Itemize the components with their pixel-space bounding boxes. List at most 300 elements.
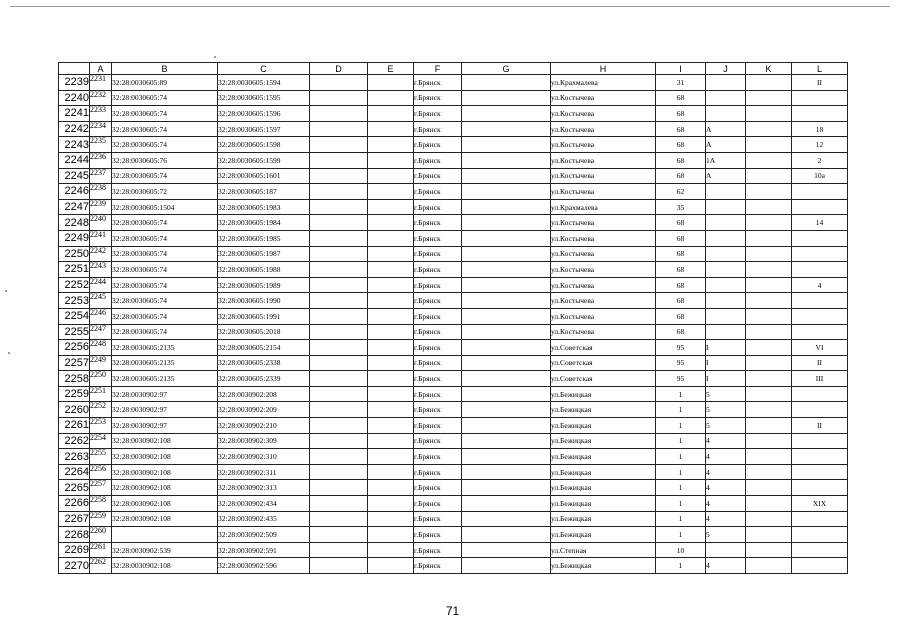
column-header-b[interactable]: B [112,63,218,75]
row-number[interactable]: 2248 [59,215,90,231]
cell-d[interactable] [310,542,368,558]
cell-f[interactable]: г.Брянск [414,293,462,309]
cell-l[interactable]: 18 [792,121,848,137]
cell-h[interactable]: ул.Бежицкая [551,402,656,418]
cell-c[interactable]: 32:28:0030902:209 [218,402,310,418]
cell-f[interactable]: г.Брянск [414,262,462,278]
row-number[interactable]: 2240 [59,90,90,106]
cell-g[interactable] [462,527,551,543]
cell-j[interactable]: 4 [706,496,746,512]
row-number[interactable]: 2263 [59,449,90,465]
cell-c[interactable]: 32:28:0030605:1595 [218,90,310,106]
cell-k[interactable] [746,168,792,184]
cell-d[interactable] [310,277,368,293]
cell-g[interactable] [462,277,551,293]
column-header-i[interactable]: I [656,63,706,75]
cell-e[interactable] [368,106,414,122]
cell-d[interactable] [310,480,368,496]
cell-c[interactable]: 32:28:0030605:1983 [218,199,310,215]
cell-i[interactable]: 1 [656,496,706,512]
cell-c[interactable]: 32:28:0030605:2339 [218,371,310,387]
cell-i[interactable]: 1 [656,527,706,543]
cell-a[interactable]: 2245 [90,293,112,309]
cell-a[interactable]: 2253 [90,418,112,434]
cell-d[interactable] [310,340,368,356]
cell-h[interactable]: ул.Крахмалева [551,75,656,91]
cell-j[interactable] [706,106,746,122]
cell-c[interactable]: 32:28:0030605:1987 [218,246,310,262]
cell-g[interactable] [462,340,551,356]
cell-h[interactable]: ул.Степная [551,542,656,558]
cell-c[interactable]: 32:28:0030902:509 [218,527,310,543]
cell-k[interactable] [746,527,792,543]
cell-b[interactable]: 32:28:0030902:108 [112,496,218,512]
cell-k[interactable] [746,402,792,418]
cell-j[interactable]: 5 [706,527,746,543]
row-number[interactable]: 2262 [59,433,90,449]
cell-b[interactable]: 32:28:0030902:108 [112,464,218,480]
cell-b[interactable]: 32:28:0030902:108 [112,558,218,574]
cell-i[interactable]: 68 [656,106,706,122]
cell-k[interactable] [746,152,792,168]
cell-i[interactable]: 68 [656,262,706,278]
cell-f[interactable]: г.Брянск [414,277,462,293]
cell-k[interactable] [746,199,792,215]
cell-c[interactable]: 32:28:0030605:2018 [218,324,310,340]
cell-a[interactable]: 2250 [90,371,112,387]
cell-a[interactable]: 2237 [90,168,112,184]
cell-f[interactable]: г.Брянск [414,215,462,231]
cell-j[interactable]: А [706,168,746,184]
cell-c[interactable]: 32:28:0030605:1989 [218,277,310,293]
cell-c[interactable]: 32:28:0030902:309 [218,433,310,449]
cell-h[interactable]: ул.Костычева [551,262,656,278]
cell-c[interactable]: 32:28:0030605:1990 [218,293,310,309]
row-number[interactable]: 2258 [59,371,90,387]
cell-g[interactable] [462,199,551,215]
cell-g[interactable] [462,246,551,262]
cell-g[interactable] [462,262,551,278]
cell-j[interactable] [706,542,746,558]
cell-b[interactable]: 32:28:0030605:74 [112,277,218,293]
column-header-a[interactable]: A [90,63,112,75]
cell-a[interactable]: 2248 [90,340,112,356]
cell-d[interactable] [310,215,368,231]
cell-j[interactable]: 5 [706,386,746,402]
cell-a[interactable]: 2231 [90,75,112,91]
cell-l[interactable] [792,464,848,480]
cell-b[interactable] [112,527,218,543]
cell-k[interactable] [746,246,792,262]
cell-e[interactable] [368,121,414,137]
cell-j[interactable] [706,90,746,106]
cell-l[interactable] [792,106,848,122]
row-number[interactable]: 2250 [59,246,90,262]
cell-k[interactable] [746,262,792,278]
cell-d[interactable] [310,527,368,543]
cell-d[interactable] [310,418,368,434]
cell-e[interactable] [368,496,414,512]
cell-d[interactable] [310,324,368,340]
row-number[interactable]: 2256 [59,340,90,356]
cell-g[interactable] [462,464,551,480]
cell-l[interactable] [792,511,848,527]
cell-k[interactable] [746,511,792,527]
cell-h[interactable]: ул.Бежицкая [551,511,656,527]
cell-d[interactable] [310,558,368,574]
cell-e[interactable] [368,449,414,465]
cell-g[interactable] [462,371,551,387]
cell-i[interactable]: 68 [656,152,706,168]
cell-l[interactable]: 2 [792,152,848,168]
cell-i[interactable]: 1 [656,558,706,574]
cell-g[interactable] [462,137,551,153]
cell-f[interactable]: г.Брянск [414,558,462,574]
cell-f[interactable]: г.Брянск [414,511,462,527]
cell-c[interactable]: 32:28:0030902:434 [218,496,310,512]
cell-c[interactable]: 32:28:0030902:591 [218,542,310,558]
row-number[interactable]: 2257 [59,355,90,371]
cell-i[interactable]: 68 [656,168,706,184]
cell-b[interactable]: 32:28:0030605:2135 [112,371,218,387]
cell-a[interactable]: 2243 [90,262,112,278]
row-number[interactable]: 2243 [59,137,90,153]
cell-e[interactable] [368,480,414,496]
cell-e[interactable] [368,433,414,449]
cell-k[interactable] [746,464,792,480]
cell-g[interactable] [462,324,551,340]
column-header-k[interactable]: K [746,63,792,75]
cell-c[interactable]: 32:28:0030605:1985 [218,230,310,246]
cell-k[interactable] [746,90,792,106]
row-number[interactable]: 2249 [59,230,90,246]
cell-a[interactable]: 2236 [90,152,112,168]
cell-b[interactable]: 32:28:0030605:76 [112,152,218,168]
cell-a[interactable]: 2262 [90,558,112,574]
cell-c[interactable]: 32:28:0030605:187 [218,184,310,200]
cell-h[interactable]: ул.Бежицкая [551,558,656,574]
cell-j[interactable]: 4 [706,511,746,527]
cell-e[interactable] [368,386,414,402]
cell-a[interactable]: 2255 [90,449,112,465]
cell-f[interactable]: г.Брянск [414,106,462,122]
cell-j[interactable] [706,308,746,324]
cell-l[interactable] [792,402,848,418]
cell-g[interactable] [462,90,551,106]
cell-g[interactable] [462,121,551,137]
cell-g[interactable] [462,308,551,324]
cell-h[interactable]: ул.Крахмалева [551,199,656,215]
cell-d[interactable] [310,262,368,278]
cell-d[interactable] [310,355,368,371]
cell-e[interactable] [368,277,414,293]
cell-g[interactable] [462,402,551,418]
cell-i[interactable]: 1 [656,480,706,496]
cell-d[interactable] [310,464,368,480]
cell-i[interactable]: 95 [656,340,706,356]
cell-k[interactable] [746,137,792,153]
cell-b[interactable]: 32:28:0030605:74 [112,168,218,184]
cell-d[interactable] [310,106,368,122]
cell-b[interactable]: 32:28:0030605:89 [112,75,218,91]
cell-k[interactable] [746,449,792,465]
cell-k[interactable] [746,215,792,231]
cell-g[interactable] [462,106,551,122]
cell-f[interactable]: г.Брянск [414,418,462,434]
cell-b[interactable]: 32:28:0030605:74 [112,137,218,153]
cell-d[interactable] [310,121,368,137]
cell-h[interactable]: ул.Костычева [551,184,656,200]
cell-b[interactable]: 32:28:0030605:74 [112,90,218,106]
cell-e[interactable] [368,230,414,246]
cell-i[interactable]: 68 [656,277,706,293]
cell-c[interactable]: 32:28:0030605:2154 [218,340,310,356]
cell-j[interactable]: I [706,371,746,387]
cell-k[interactable] [746,324,792,340]
cell-j[interactable] [706,277,746,293]
cell-j[interactable]: 4 [706,449,746,465]
cell-i[interactable]: 68 [656,215,706,231]
cell-l[interactable] [792,449,848,465]
cell-h[interactable]: ул.Бежицкая [551,418,656,434]
cell-h[interactable]: ул.Костычева [551,121,656,137]
cell-h[interactable]: ул.Костычева [551,152,656,168]
row-number[interactable]: 2245 [59,168,90,184]
row-number[interactable]: 2260 [59,402,90,418]
cell-k[interactable] [746,558,792,574]
cell-l[interactable] [792,527,848,543]
cell-j[interactable]: 4 [706,464,746,480]
cell-e[interactable] [368,402,414,418]
cell-l[interactable] [792,433,848,449]
cell-j[interactable]: I [706,340,746,356]
cell-b[interactable]: 32:28:0030605:74 [112,262,218,278]
cell-a[interactable]: 2235 [90,137,112,153]
cell-c[interactable]: 32:28:0030605:1991 [218,308,310,324]
cell-a[interactable]: 2258 [90,496,112,512]
cell-f[interactable]: г.Брянск [414,402,462,418]
cell-f[interactable]: г.Брянск [414,230,462,246]
cell-j[interactable]: 5 [706,402,746,418]
cell-j[interactable] [706,75,746,91]
cell-k[interactable] [746,371,792,387]
cell-a[interactable]: 2261 [90,542,112,558]
cell-h[interactable]: ул.Костычева [551,308,656,324]
cell-h[interactable]: ул.Бежицкая [551,496,656,512]
row-number[interactable]: 2261 [59,418,90,434]
cell-d[interactable] [310,184,368,200]
cell-b[interactable]: 32:28:0030605:74 [112,215,218,231]
cell-j[interactable]: А [706,121,746,137]
cell-l[interactable] [792,293,848,309]
cell-i[interactable]: 68 [656,121,706,137]
cell-a[interactable]: 2241 [90,230,112,246]
cell-l[interactable]: VI [792,340,848,356]
cell-g[interactable] [462,433,551,449]
cell-a[interactable]: 2234 [90,121,112,137]
cell-e[interactable] [368,75,414,91]
cell-d[interactable] [310,308,368,324]
cell-a[interactable]: 2257 [90,480,112,496]
cell-a[interactable]: 2249 [90,355,112,371]
column-header-j[interactable]: J [706,63,746,75]
cell-c[interactable]: 32:28:0030605:1598 [218,137,310,153]
cell-l[interactable]: 12 [792,137,848,153]
cell-l[interactable] [792,480,848,496]
cell-f[interactable]: г.Брянск [414,527,462,543]
cell-a[interactable]: 2254 [90,433,112,449]
cell-e[interactable] [368,542,414,558]
cell-c[interactable]: 32:28:0030605:1596 [218,106,310,122]
cell-l[interactable]: 4 [792,277,848,293]
cell-h[interactable]: ул.Бежицкая [551,480,656,496]
cell-g[interactable] [462,558,551,574]
cell-h[interactable]: ул.Советская [551,355,656,371]
row-number[interactable]: 2252 [59,277,90,293]
cell-k[interactable] [746,496,792,512]
cell-i[interactable]: 10 [656,542,706,558]
cell-l[interactable] [792,308,848,324]
cell-f[interactable]: г.Брянск [414,480,462,496]
column-header-g[interactable]: G [462,63,551,75]
cell-c[interactable]: 32:28:0030902:313 [218,480,310,496]
cell-f[interactable]: г.Брянск [414,496,462,512]
cell-g[interactable] [462,480,551,496]
cell-j[interactable] [706,246,746,262]
cell-d[interactable] [310,246,368,262]
cell-a[interactable]: 2260 [90,527,112,543]
row-number[interactable]: 2270 [59,558,90,574]
cell-g[interactable] [462,215,551,231]
cell-d[interactable] [310,449,368,465]
cell-d[interactable] [310,511,368,527]
cell-f[interactable]: г.Брянск [414,355,462,371]
row-number[interactable]: 2259 [59,386,90,402]
cell-a[interactable]: 2244 [90,277,112,293]
cell-f[interactable]: г.Брянск [414,75,462,91]
cell-l[interactable]: 14 [792,215,848,231]
cell-f[interactable]: г.Брянск [414,121,462,137]
row-number[interactable]: 2255 [59,324,90,340]
cell-i[interactable]: 68 [656,230,706,246]
cell-l[interactable]: II [792,355,848,371]
cell-e[interactable] [368,418,414,434]
cell-i[interactable]: 68 [656,246,706,262]
cell-f[interactable]: г.Брянск [414,433,462,449]
cell-k[interactable] [746,433,792,449]
cell-b[interactable]: 32:28:0030605:74 [112,230,218,246]
cell-a[interactable]: 2259 [90,511,112,527]
cell-b[interactable]: 32:28:0030605:1504 [112,199,218,215]
cell-j[interactable]: I [706,355,746,371]
cell-h[interactable]: ул.Костычева [551,246,656,262]
cell-i[interactable]: 68 [656,308,706,324]
cell-h[interactable]: ул.Костычева [551,137,656,153]
column-header-f[interactable]: F [414,63,462,75]
cell-d[interactable] [310,152,368,168]
cell-l[interactable] [792,199,848,215]
cell-j[interactable] [706,184,746,200]
cell-h[interactable]: ул.Советская [551,371,656,387]
cell-i[interactable]: 1 [656,418,706,434]
cell-f[interactable]: г.Брянск [414,152,462,168]
cell-e[interactable] [368,293,414,309]
cell-b[interactable]: 32:28:0030605:74 [112,293,218,309]
cell-k[interactable] [746,340,792,356]
cell-f[interactable]: г.Брянск [414,386,462,402]
cell-l[interactable] [792,246,848,262]
cell-d[interactable] [310,293,368,309]
cell-g[interactable] [462,355,551,371]
cell-c[interactable]: 32:28:0030902:310 [218,449,310,465]
row-number[interactable]: 2254 [59,308,90,324]
cell-b[interactable]: 32:28:0030902:108 [112,480,218,496]
cell-c[interactable]: 32:28:0030605:1594 [218,75,310,91]
row-number[interactable]: 2267 [59,511,90,527]
row-number[interactable]: 2268 [59,527,90,543]
row-number[interactable]: 2242 [59,121,90,137]
cell-f[interactable]: г.Брянск [414,184,462,200]
cell-c[interactable]: 32:28:0030902:311 [218,464,310,480]
cell-c[interactable]: 32:28:0030605:1984 [218,215,310,231]
cell-e[interactable] [368,262,414,278]
cell-k[interactable] [746,184,792,200]
cell-f[interactable]: г.Брянск [414,308,462,324]
cell-h[interactable]: ул.Бежицкая [551,433,656,449]
cell-i[interactable]: 1 [656,464,706,480]
cell-k[interactable] [746,308,792,324]
cell-i[interactable]: 35 [656,199,706,215]
cell-e[interactable] [368,215,414,231]
cell-j[interactable]: 4 [706,480,746,496]
row-number[interactable]: 2253 [59,293,90,309]
row-number[interactable]: 2251 [59,262,90,278]
cell-k[interactable] [746,480,792,496]
cell-i[interactable]: 68 [656,293,706,309]
cell-k[interactable] [746,75,792,91]
column-header-h[interactable]: H [551,63,656,75]
row-number[interactable]: 2265 [59,480,90,496]
cell-h[interactable]: ул.Костычева [551,215,656,231]
cell-b[interactable]: 32:28:0030605:74 [112,106,218,122]
cell-f[interactable]: г.Брянск [414,324,462,340]
cell-e[interactable] [368,324,414,340]
column-header-d[interactable]: D [310,63,368,75]
cell-l[interactable] [792,324,848,340]
cell-c[interactable]: 32:28:0030605:1601 [218,168,310,184]
cell-e[interactable] [368,308,414,324]
cell-j[interactable]: 4 [706,433,746,449]
cell-d[interactable] [310,199,368,215]
row-number[interactable]: 2264 [59,464,90,480]
cell-h[interactable]: ул.Бежицкая [551,449,656,465]
cell-a[interactable]: 2256 [90,464,112,480]
cell-a[interactable]: 2233 [90,106,112,122]
cell-a[interactable]: 2247 [90,324,112,340]
cell-c[interactable]: 32:28:0030902:208 [218,386,310,402]
cell-e[interactable] [368,152,414,168]
cell-e[interactable] [368,168,414,184]
cell-l[interactable]: II [792,418,848,434]
cell-c[interactable]: 32:28:0030902:435 [218,511,310,527]
cell-j[interactable]: 1А [706,152,746,168]
row-number[interactable]: 2244 [59,152,90,168]
cell-a[interactable]: 2232 [90,90,112,106]
cell-b[interactable]: 32:28:0030902:97 [112,402,218,418]
cell-b[interactable]: 32:28:0030902:108 [112,449,218,465]
cell-i[interactable]: 1 [656,386,706,402]
cell-l[interactable] [792,90,848,106]
